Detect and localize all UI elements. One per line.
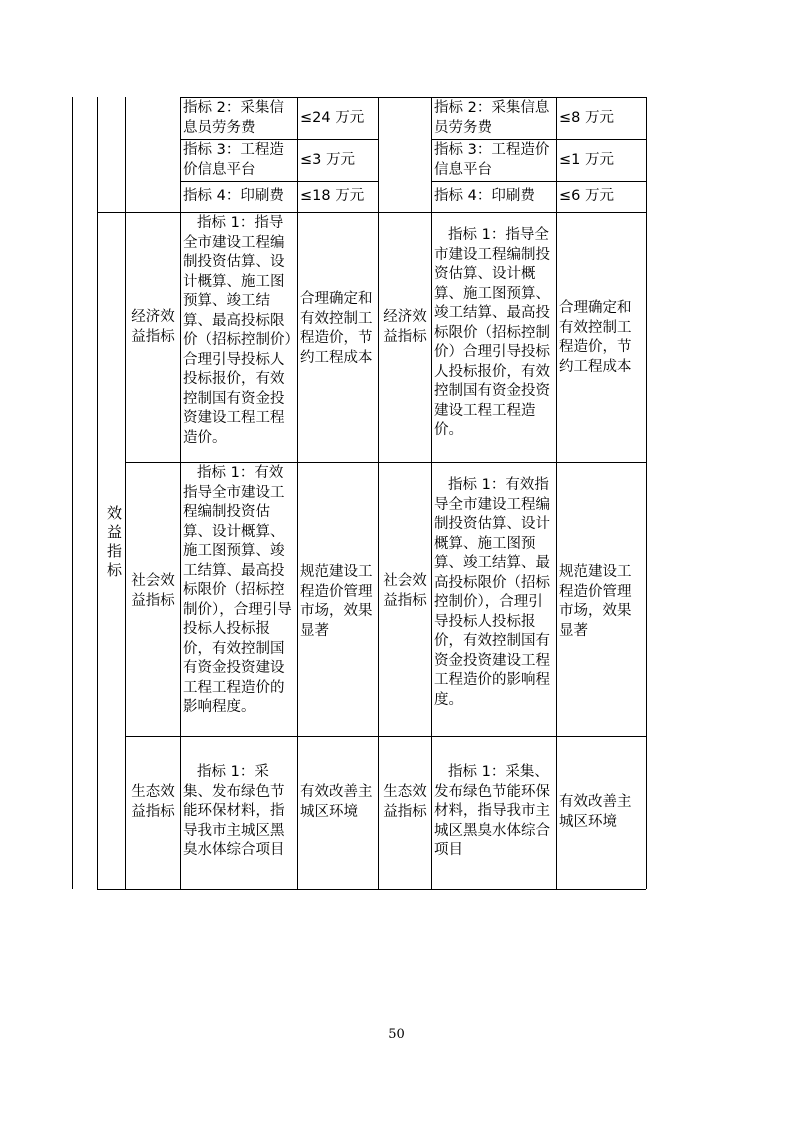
indicator-text-left: 指标 1：指导全市建设工程编制投资估算、设计概算、施工图预算、竣工结算、最高投标限价（招标控制价）合理引导投标人投标报价，有效控制国有资金投资建设工程工程造价。	[183, 215, 292, 446]
target-text-right: 规范建设工程造价管理市场，效果显著	[559, 564, 632, 639]
rule	[180, 139, 378, 140]
category-label-right: 生态效益指标	[383, 784, 427, 820]
cost-indicator-left: 指标 3：工程造价信息平台	[183, 142, 284, 178]
indicator-text-left: 指标 1：有效指导全市建设工程编制投资估算、设计概算、施工图预算、竣工结算、最高投标限价（招标控制价），合理引导投标人投标报价，有效控制国有资金投资建设工程工程造价的影响程度。	[183, 465, 292, 715]
rule	[431, 139, 646, 140]
cost-indicator-right: 指标 3：工程造价信息平台	[434, 142, 550, 178]
rule	[125, 97, 126, 889]
category-label-left: 生态效益指标	[131, 784, 175, 820]
indicator-text-right: 指标 1：采集、发布绿色节能环保材料，指导我市主城区黑臭水体综合项目	[434, 764, 550, 858]
category-label-left: 社会效益指标	[131, 573, 175, 609]
rule	[431, 181, 646, 182]
target-text-left: 有效改善主城区环境	[300, 784, 373, 820]
indicator-text-right: 指标 1：有效指导全市建设工程编制投资估算、设计概算、施工图预算、竣工结算、最高投标限价（招标控制价），合理引导投标人投标报价，有效控制国有资金投资建设工程工程造价的影响程度。	[434, 477, 550, 708]
category-label-left: 经济效益指标	[131, 309, 175, 345]
rule	[646, 97, 647, 889]
rule	[431, 97, 432, 889]
rule	[378, 97, 379, 889]
rule	[72, 97, 73, 889]
cost-indicator-right: 指标 2：采集信息员劳务费	[434, 100, 550, 136]
cost-indicator-right: 指标 4：印刷费	[434, 188, 535, 204]
target-text-left: 规范建设工程造价管理市场，效果显著	[300, 564, 373, 639]
rule	[180, 97, 181, 889]
rule	[180, 181, 378, 182]
cost-value-right: ≤6 万元	[559, 188, 614, 204]
cost-value-left: ≤3 万元	[300, 152, 355, 168]
rule	[97, 889, 646, 890]
target-text-left: 合理确定和有效控制工程造价，节约工程成本	[300, 291, 373, 366]
cost-value-right: ≤8 万元	[559, 110, 614, 126]
rule	[125, 462, 646, 463]
target-text-right: 合理确定和有效控制工程造价，节约工程成本	[559, 300, 632, 375]
category-label-right: 社会效益指标	[383, 573, 427, 609]
rule	[97, 97, 98, 889]
rule	[180, 97, 646, 98]
cost-indicator-left: 指标 4：印刷费	[183, 188, 284, 204]
target-text-right: 有效改善主城区环境	[559, 794, 632, 830]
category-label-right: 经济效益指标	[383, 309, 427, 345]
cost-value-right: ≤1 万元	[559, 152, 614, 168]
page-number: 50	[388, 1027, 405, 1042]
rule	[297, 97, 298, 889]
benefit-group-label: 效益指标	[105, 505, 123, 581]
rule	[125, 736, 646, 737]
indicator-text-right: 指标 1：指导全市建设工程编制投资估算、设计概算、施工图预算、竣工结算、最高投标限价（招标控制价）合理引导投标人投标报价，有效控制国有资金投资建设工程工程造价。	[434, 227, 550, 438]
indicator-text-left: 指标 1：采集、发布绿色节能环保材料，指导我市主城区黑臭水体综合项目	[183, 764, 285, 858]
cost-value-left: ≤24 万元	[300, 110, 365, 126]
cost-indicator-left: 指标 2：采集信息员劳务费	[183, 100, 284, 136]
rule	[556, 97, 557, 889]
cost-value-left: ≤18 万元	[300, 188, 365, 204]
